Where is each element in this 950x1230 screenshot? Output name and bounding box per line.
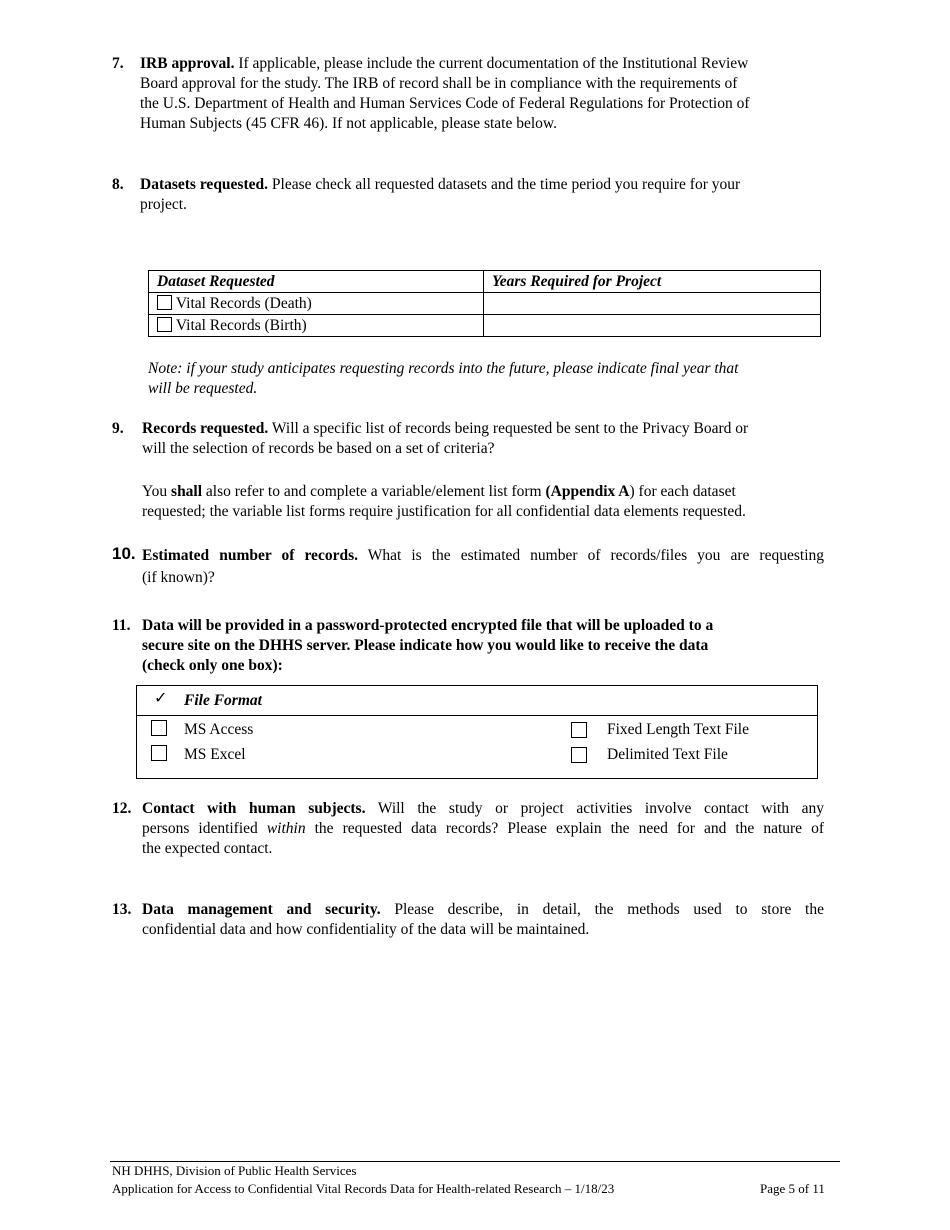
file-format-table [136, 685, 818, 779]
dataset-label: Vital Records (Birth) [175, 316, 307, 334]
header-dataset-requested: Dataset Requested [149, 271, 484, 293]
footer-org: NH DHHS, Division of Public Health Services [112, 1163, 357, 1178]
item-10-number: 10. [112, 544, 136, 563]
table-row [149, 315, 821, 337]
appendix-a-ref: (Appendix A [545, 483, 630, 500]
item-11-text: Data will be provided in a password-protected encrypted file that will be uploaded to a secure site on the DHHS server. Please indicate how you would like to receive the data (check only one box): [142, 617, 714, 674]
fixed-length-checkbox[interactable] [571, 722, 587, 738]
file-format-title: File Format [184, 692, 262, 709]
item-12-text: Contact with human subjects. Will the study or project activities involve contact with any persons identified within the requested data records? Please explain the need for and the nature of the expected contact. [142, 800, 824, 857]
ms-excel-checkbox[interactable] [151, 745, 167, 761]
footer-doc-title: Application for Access to Confidential Vital Records Data for Health-related Research – 1/18/23 [112, 1181, 615, 1196]
ms-access-label: MS Access [184, 721, 254, 738]
item-13-title: Data management and security. [142, 901, 381, 918]
item-9-appendix-text: You shall also refer to and complete a variable/element list form (Appendix A) for each dataset requested; the variable list forms require justification for all confidential data elements requested. [142, 483, 746, 520]
checkmark-icon: ✓ [154, 690, 168, 707]
death-records-checkbox[interactable] [157, 295, 172, 310]
item-12-number: 12. [112, 800, 132, 817]
fixed-length-label: Fixed Length Text File [607, 721, 749, 738]
item-11-number: 11. [112, 617, 131, 634]
footer-divider [110, 1161, 840, 1162]
item-10-text: Estimated number of records. What is the estimated number of records/files you are requesting (if known)? [142, 547, 825, 586]
item-7-text: IRB approval. If applicable, please include the current documentation of the Institutional Review Board approval for the study. The IRB of record shall be in compliance with the requirements of the U.S. Department of Health and Human Services Code of Federal Regulations for Protection of Human Subjects (45 CFR 46). If not applicable, please state below. [140, 55, 750, 132]
item-10-title: Estimated number of records. [142, 547, 358, 564]
item-7-title: IRB approval. [140, 55, 235, 72]
item-8-title: Datasets requested. [140, 176, 269, 193]
dataset-label: Vital Records (Death) [175, 294, 312, 312]
page-number: Page 5 of 11 [760, 1181, 825, 1196]
table-row [149, 293, 821, 315]
birth-records-checkbox[interactable] [157, 317, 172, 332]
item-8-number: 8. [112, 176, 124, 193]
item-9-text: Records requested. Will a specific list of records being requested be sent to the Privacy Board or will the selection of records be based on a set of criteria? [142, 420, 749, 457]
years-input-birth[interactable] [484, 315, 821, 337]
ms-access-checkbox[interactable] [151, 720, 167, 736]
item-8-text: Datasets requested. Please check all requested datasets and the time period you require for your project. [140, 176, 741, 213]
item-7-number: 7. [112, 55, 124, 72]
delimited-checkbox[interactable] [571, 747, 587, 763]
dataset-table [148, 270, 821, 337]
item-9-title: Records requested. [142, 420, 269, 437]
dataset-note: Note: if your study anticipates requesting records into the future, please indicate final year that will be requested. [148, 360, 739, 397]
ms-excel-label: MS Excel [184, 746, 246, 763]
years-input-death[interactable] [484, 293, 821, 315]
item-13-text: Data management and security. Please describe, in detail, the methods used to store the confidential data and how confidentiality of the data will be maintained. [142, 901, 824, 938]
dataset-table-header [149, 271, 821, 293]
delimited-label: Delimited Text File [607, 746, 728, 763]
item-9-number: 9. [112, 420, 124, 437]
item-13-number: 13. [112, 901, 132, 918]
header-years-required: Years Required for Project [484, 271, 821, 293]
file-format-header [137, 686, 817, 716]
item-12-title: Contact with human subjects. [142, 800, 366, 817]
